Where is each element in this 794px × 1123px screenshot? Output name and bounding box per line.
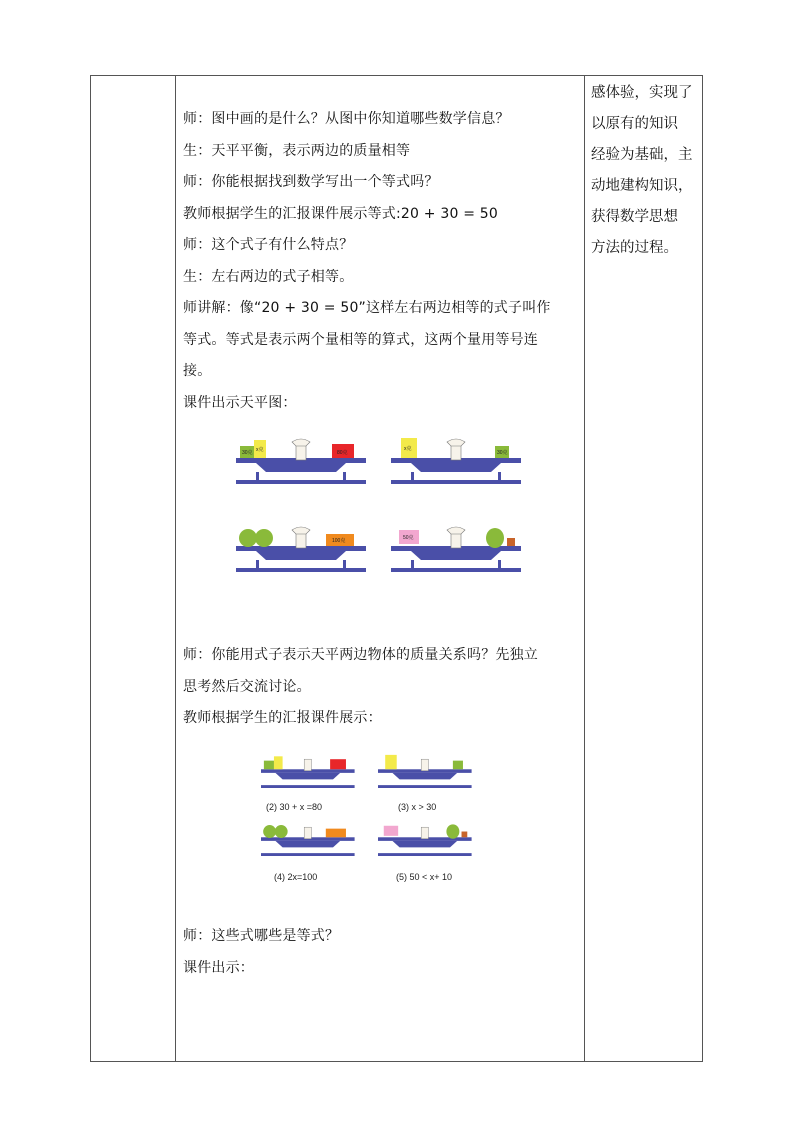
dialogue-line: 生：天平平衡，表示两边的质量相等: [183, 142, 411, 159]
svg-text:x克: x克: [404, 446, 412, 452]
small-scale-3: [261, 825, 355, 856]
teaching-process-column-part3: [183, 921, 583, 984]
equation-caption: (2) 30 + x =80: [266, 802, 323, 812]
dialogue-line: 师讲解：像“20 + 30 = 50”这样左右两边相等的式子叫作: [183, 300, 551, 316]
teaching-process-column-part2: [183, 640, 583, 735]
design-intent-column: [591, 78, 703, 264]
svg-text:x克: x克: [256, 447, 264, 453]
svg-text:30克: 30克: [497, 450, 508, 456]
dialogue-line: 等式。等式是表示两个量相等的算式，这两个量用等号连: [183, 331, 538, 348]
note-line: 经验为基础，主: [591, 147, 693, 163]
column-divider: [584, 76, 585, 1061]
equation-caption: (3) x > 30: [398, 802, 437, 812]
column-divider: [175, 76, 176, 1061]
equation-caption: (4) 2x=100: [274, 872, 318, 882]
dialogue-line: 教师根据学生的汇报课件展示：: [183, 710, 382, 726]
dialogue-line: 师：你能根据找到数学写出一个等式吗？: [183, 174, 439, 190]
dialogue-line: 思考然后交流讨论。: [183, 678, 311, 695]
dialogue-line: 师：这些式哪些是等式？: [183, 928, 340, 944]
balance-scales-figure: [231, 426, 541, 581]
svg-text:50克: 50克: [403, 535, 414, 541]
balance-scale-4: [391, 527, 521, 572]
dialogue-line: 接。: [183, 363, 212, 379]
balance-scale-3: [236, 527, 366, 572]
svg-text:80克: 80克: [337, 450, 348, 456]
small-scale-2: [378, 755, 472, 788]
dialogue-line: 生：左右两边的式子相等。: [183, 268, 354, 285]
small-scale-1: [261, 756, 355, 788]
balance-scale-1: [236, 439, 366, 484]
note-line: 动地建构知识，: [591, 178, 693, 194]
small-scale-4: [378, 824, 472, 856]
balance-equations-figure: [256, 748, 486, 888]
dialogue-line: 师：这个式子有什么特点？: [183, 237, 354, 253]
dialogue-line: 教师根据学生的汇报课件展示等式:20 + 30 = 50: [183, 205, 499, 222]
svg-text:100克: 100克: [332, 538, 346, 544]
note-line: 感体验，实现了: [591, 85, 693, 101]
equation-caption: (5) 50 < x+ 10: [396, 872, 453, 882]
note-line: 获得数学思想: [591, 209, 678, 225]
dialogue-line: 课件出示天平图：: [183, 394, 297, 411]
note-line: 以原有的知识: [591, 116, 678, 132]
dialogue-line: 课件出示：: [183, 959, 254, 976]
teaching-process-column: [183, 104, 583, 419]
note-line: 方法的过程。: [591, 240, 678, 256]
dialogue-line: 师：图中画的是什么？从图中你知道哪些数学信息？: [183, 111, 510, 127]
dialogue-line: 师：你能用式子表示天平两边物体的质量关系吗？先独立: [183, 647, 538, 663]
balance-scale-2: [391, 438, 521, 484]
lesson-table: [90, 75, 703, 1062]
svg-text:30克: 30克: [242, 450, 253, 456]
